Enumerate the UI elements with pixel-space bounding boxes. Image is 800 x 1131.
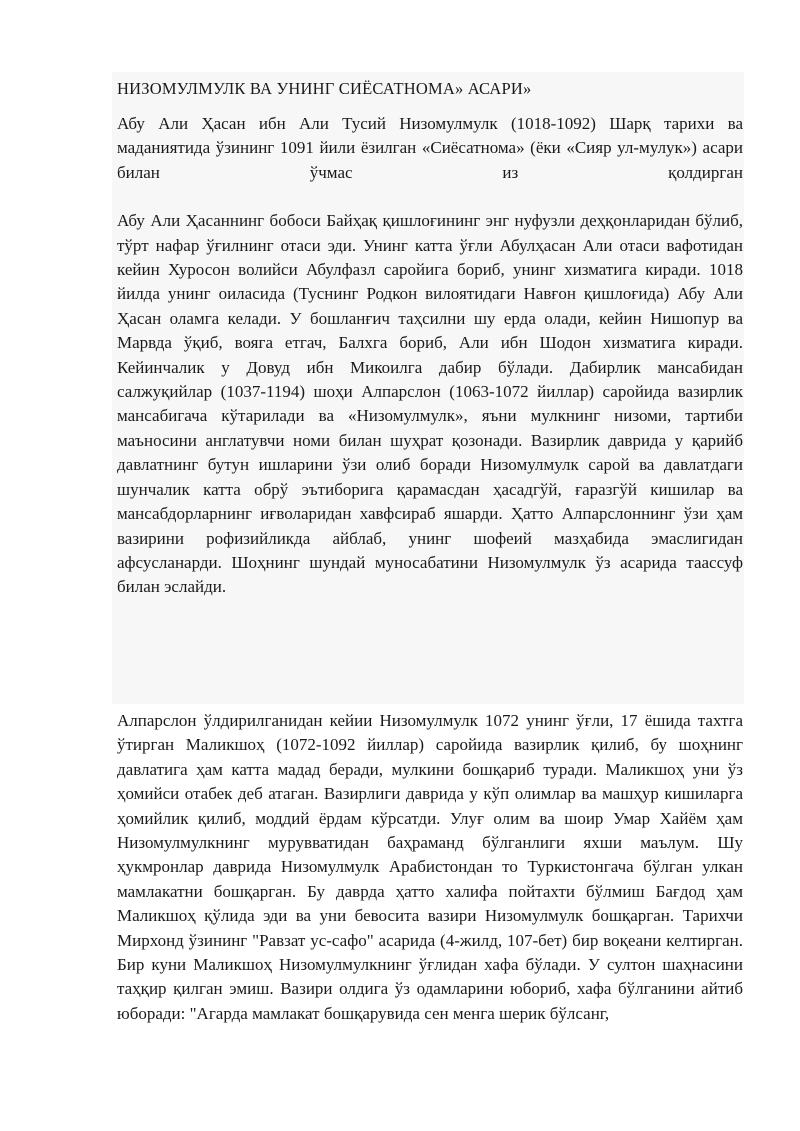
paragraph-biography: Абу Али Ҳасаннинг бобоси Байҳақ қишлоғининг энг нуфузли деҳқонларидан бўлиб, тўрт нафар ўғилнинг отаси эди. Унинг катта ўғли Абулҳасан Али отаси вафотидан кейин Хуросон волийси Абулфазл саройига бориб, унинг хизматига киради. 1018 йилда унинг оиласида (Туснинг Родкон вилоятидаги Навғон қишлоғида) Абу Али Ҳасан оламга келади. У бошланғич таҳсилни шу ерда олади, кейин Нишопур ва Марвда ўқиб, вояга етгач, Балхга бориб, Али ибн Шодон хизматига киради. Кейинчалик у Довуд ибн Микоилга дабир бўлади. Дабирлик мансабидан салжуқийлар (1037-1194) шоҳи Алпарслон (1063-1072 йиллар) саройида вазирлик мансабигача кўтарилади ва «Низомулмулк», яъни мулкнинг низоми, тартиби маъносини англатувчи номи билан шуҳрат қозонади. Вазирлик даврида у қарийб давлатнинг бутун ишларини ўзи олиб боради Низомулмулк сарой ва давлатдаги шунчалик катта обрў эътиборига қарамасдан ҳасадгўй, ғаразгўй кишилар ва мансабдорларнинг иғволаридан хавфсираб яшарди. Ҳатто Алпарслоннинг ўзи ҳам вазирини рофизийликда айблаб, унинг шофеий мазҳабида эмаслигидан афсусланарди. Шоҳнинг шундай муносабатини Низомулмулк ўз асарида таассуф билан эслайди. [117,211,743,597]
document-page [117,78,743,1023]
paragraph-malikshah: Алпарслон ўлдирилганидан кейии Низомулмулк 1072 унинг ўғли, 17 ёшида тахтга ўтирган Маликшоҳ (1072-1092 йиллар) саройида вазирлик қилиб, бу шоҳнинг давлатига ҳам катта мадад беради, мулкини бошқариб туради. Маликшоҳ уни ўз ҳомийси отабек деб атаган. Вазирлиги даврида у кўп олимлар ва машҳур кишиларга ҳомийлик қилиб, моддий ёрдам кўрсатди. Улуғ олим ва шоир Умар Хайём ҳам Низомулмулкнинг мурувватидан баҳраманд бўлганлиги яхши маълум. Шу ҳукмронлар даврида Низомулмулк Арабистондан то Туркистонгача бўлган улкан мамлакатни бошқарган. Бу даврда ҳатто халифа пойтахти бўлмиш Бағдод ҳам Маликшоҳ қўлида эди ва уни бевосита вазири Низомулмулк бошқарган. Тарихчи Мирхонд ўзининг "Равзат ус-сафо" асарида (4-жилд, 107-бет) бир воқеани келтирган. Бир куни Маликшоҳ Низомулмулкнинг ўғлидан хафа бўлади. У султон шаҳнасини таҳқир қилган эмиш. Вазири олдига ўз одамларини юбориб, хафа бўлганини айтиб юборади: "Агарда мамлакат бошқарувида сен менга шерик бўлсанг, [117,711,743,1023]
document-title: НИЗОМУЛМУЛК ВА УНИНГ СИЁСАТНОМА» АСАРИ» [117,79,532,98]
paragraph-intro: Абу Али Ҳасан ибн Али Тусий Низомулмулк (1018-1092) Шарқ тарихи ва маданиятида ўзининг 1091 йили ёзилган «Сиёсатнома» (ёки «Сияр ул-мулук») асари билан ўчмас из қолдирган [117,114,743,182]
